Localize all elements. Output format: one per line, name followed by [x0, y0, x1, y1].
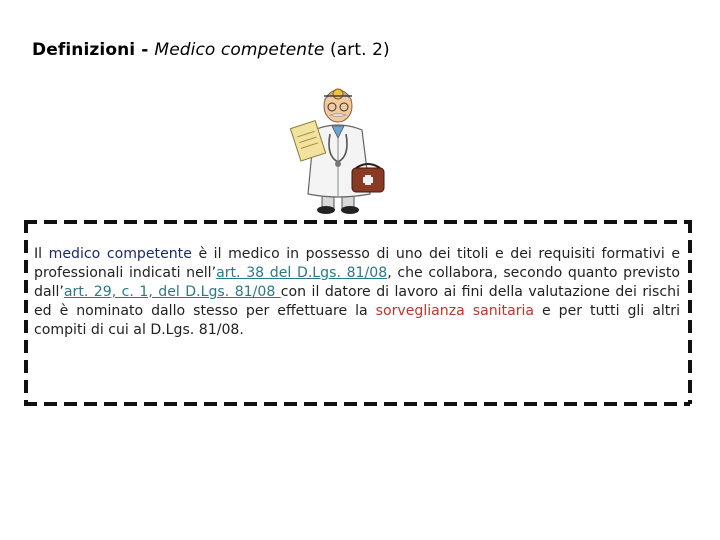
link-art-29[interactable]: art. 29, c. 1, del D.Lgs. 81/08: [63, 284, 281, 300]
text-part: Il: [34, 246, 49, 262]
term-medico-competente: medico competente: [48, 246, 192, 262]
definition-paragraph: [34, 245, 680, 340]
text-part: con il datore di lavoro ai fini della valutazione dei rischi ed è nominato dallo stesso per effettuare la: [34, 284, 680, 319]
box-border-top: [24, 220, 692, 224]
box-border-bottom: [24, 402, 692, 406]
title-italic: Medico competente: [154, 40, 325, 60]
text-part: , che collabora, secondo quanto previsto dall’: [34, 265, 680, 300]
title-suffix: (art. 2): [324, 40, 390, 60]
text-part: e per tutti gli altri compiti di cui al D.Lgs. 81/08.: [34, 303, 680, 338]
term-sorveglianza-sanitaria: sorveglianza sanitaria: [375, 303, 535, 319]
page-title: [32, 40, 390, 60]
doctor-clipart-icon: [286, 82, 396, 218]
box-border-left: [24, 220, 28, 404]
link-art-38[interactable]: art. 38 del D.Lgs. 81/08: [216, 265, 388, 281]
text-part: è il medico in possesso di uno dei titoli e dei requisiti formativi e professionali indicati nell’: [34, 246, 680, 281]
box-border-right: [688, 220, 692, 404]
title-prefix: Definizioni -: [32, 40, 155, 60]
